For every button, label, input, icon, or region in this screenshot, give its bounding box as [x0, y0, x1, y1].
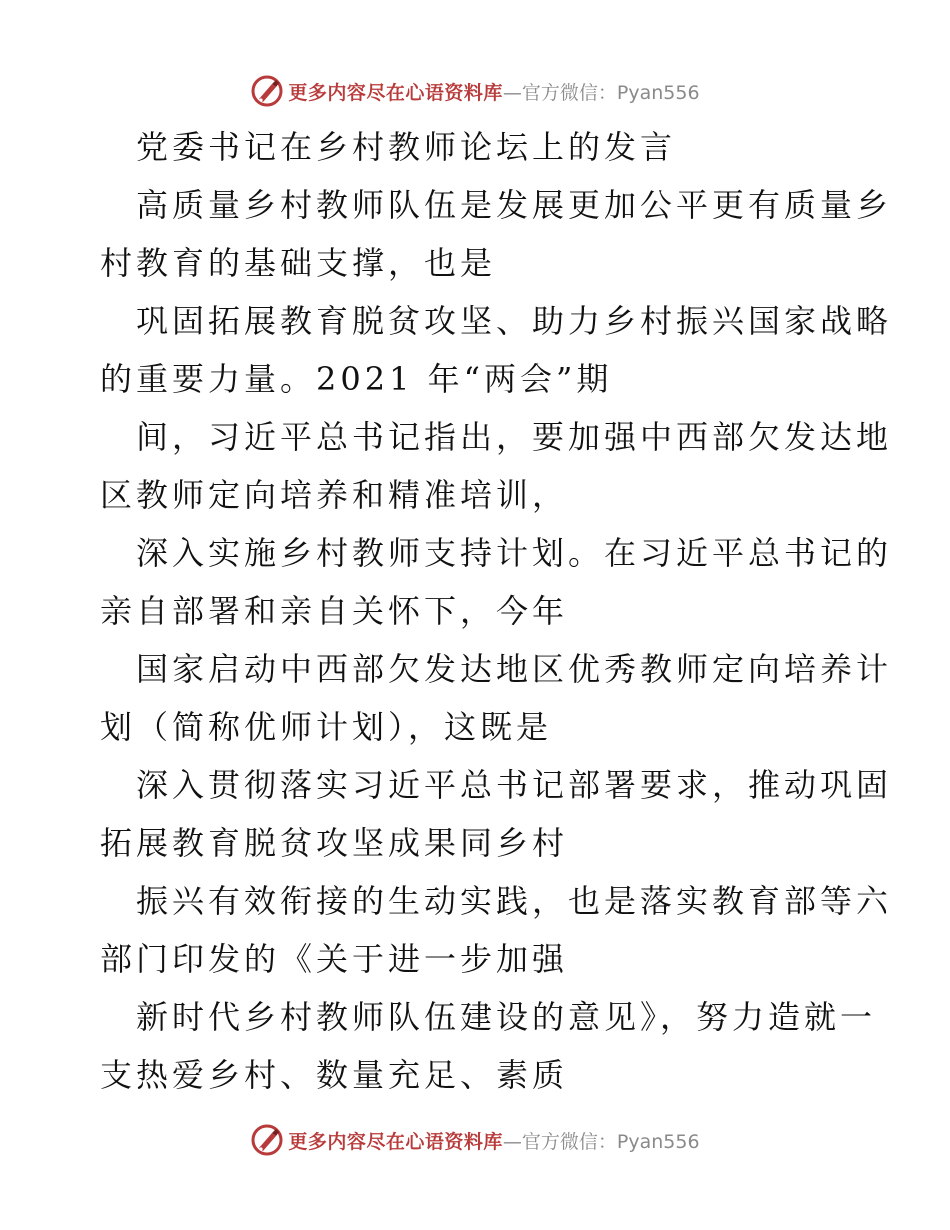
paragraph-line: 深入实施乡村教师支持计划。在习近平总书记的 — [136, 534, 893, 572]
paragraph-line: 村教育的基础支撑，也是 — [100, 244, 497, 282]
paragraph-line: 区教师定向培养和精准培训， — [100, 476, 569, 514]
paragraph-line: 振兴有效衔接的生动实践，也是落实教育部等六 — [136, 882, 893, 920]
pen-nib-logo-icon — [250, 74, 284, 108]
header-watermark — [0, 71, 950, 111]
document-body — [100, 118, 893, 1104]
paragraph-line: 拓展教育脱贫攻坚成果同乡村 — [100, 824, 569, 862]
paragraph-line: 划（简称优师计划），这既是 — [100, 708, 553, 746]
paragraph-line: 部门印发的《关于进一步加强 — [100, 940, 569, 978]
watermark-wechat-text: —官方微信：Pyan556 — [502, 81, 700, 104]
watermark-wechat-text: —官方微信：Pyan556 — [502, 1130, 700, 1153]
document-title: 党委书记在乡村教师论坛上的发言 — [136, 128, 677, 166]
watermark-brand-text: 更多内容尽在心语资料库 — [288, 1130, 503, 1153]
paragraph-line: 支热爱乡村、数量充足、素质 — [100, 1056, 569, 1094]
pen-nib-logo-icon — [250, 1123, 284, 1157]
paragraph-line: 新时代乡村教师队伍建设的意见》，努力造就一 — [136, 998, 877, 1036]
paragraph-line: 的重要力量。2021 年“两会”期 — [100, 360, 613, 398]
paragraph-line: 国家启动中西部欠发达地区优秀教师定向培养计 — [136, 650, 893, 688]
paragraph-line: 深入贯彻落实习近平总书记部署要求，推动巩固 — [136, 766, 893, 804]
watermark-brand-text: 更多内容尽在心语资料库 — [288, 81, 503, 104]
paragraph-line: 间，习近平总书记指出，要加强中西部欠发达地 — [136, 418, 893, 456]
footer-watermark — [0, 1120, 950, 1160]
paragraph-line: 巩固拓展教育脱贫攻坚、助力乡村振兴国家战略 — [136, 302, 893, 340]
paragraph-line: 亲自部署和亲自关怀下，今年 — [100, 592, 569, 630]
paragraph-line: 高质量乡村教师队伍是发展更加公平更有质量乡 — [136, 186, 893, 224]
